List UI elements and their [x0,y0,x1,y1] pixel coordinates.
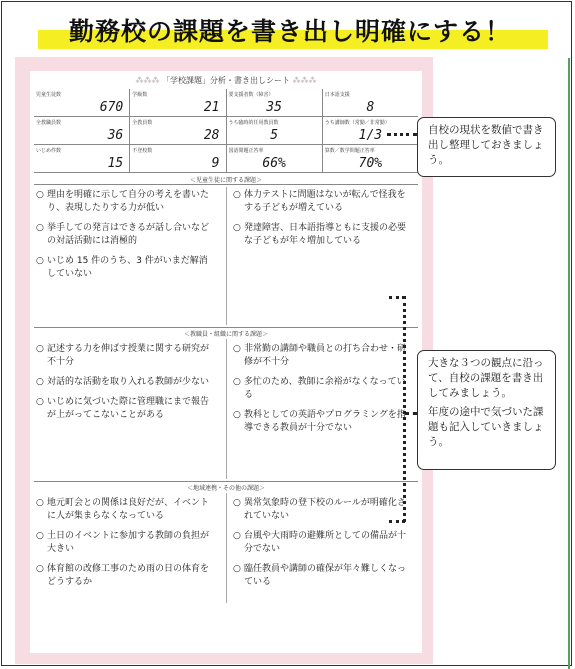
community-left-column [36,497,216,596]
stat-value: 8 [366,100,375,115]
community-right-column [233,497,413,596]
list-item: ○ 異常気象時の登下校のルールが明確化されていない [233,498,406,521]
section-header-students: ＜児童生徒に関する課題＞ [189,177,262,184]
list-item: ○ 教科としての英語やプログラミングを指導できる教員が十分でない [233,410,406,433]
left-laurel-icon: ⁂⁂⁂ [135,76,162,85]
top-callout-connector [387,133,417,136]
stat-cell-lecturers [322,117,418,144]
stat-cell-all-staff [34,117,129,144]
stat-cell-all-teachers [129,117,225,144]
stat-cell-math-rate [322,145,418,172]
stat-value: 670 [99,100,124,115]
stat-label: 全教職員数 [36,120,62,126]
stat-label: うち講師数（常勤／非常勤） [324,120,390,126]
stat-cell-special-support [226,89,322,116]
stat-value: 36 [107,128,124,143]
headline-block [30,10,550,52]
stat-label: うち臨時的任用教員数 [228,120,279,126]
stats-row [34,117,418,145]
bracket-line [403,296,406,522]
stats-row [34,89,418,117]
stat-label: 算数／数学問題正答率 [324,148,375,154]
list-item: ○ 体力テストに問題はないが転んで怪我をする子どもが増えている [233,190,406,213]
stat-label: 日本語支援 [324,92,350,98]
stat-label: 全教員数 [132,120,153,126]
stat-label: 不登校数 [132,148,153,154]
stat-cell-classes [129,89,225,116]
page-headline: 勤務校の課題を書き出し明確にする！ [68,17,511,46]
column-divider [226,187,227,325]
side-accent-line [568,58,570,669]
list-item: ○ いじめに気づいた際に管理職にまで報告が上がってこないことがある [36,397,210,420]
stat-cell-temporary-teachers [226,117,322,144]
stat-value: 35 [266,100,282,115]
list-item: ○ 体育館の改修工事のため雨の日の体育をどうするか [36,564,210,587]
right-laurel-icon: ⁂⁂⁂ [290,76,317,85]
stat-value: 70% [358,156,383,171]
list-item: ○ 多忙のため、教師に余裕がなくなっている [233,377,406,400]
stat-value: 28 [203,128,220,143]
list-item: ○ 理由を明確に示して自分の考えを書いたり、表現したりする力が低い [36,190,210,213]
stat-label: 学級数 [132,92,148,98]
stat-value: 9 [211,156,220,171]
list-item: ○ 土日のイベントに参加する教師の負担が大きい [36,531,210,554]
column-divider [226,339,227,479]
bracket-bottom-tick [389,520,405,523]
students-left-column [36,189,216,288]
list-item: ○ 発達障害、日本語指導ともに支援の必要な子どもが年々増加している [233,223,407,246]
list-item: ○ 非常勤の講師や職員との打ち合わせ・研修が不十分 [233,344,407,367]
section-rule [34,184,418,185]
list-item: ○ 台風や大雨時の避難所としての備品が十分でない [233,531,407,554]
right-callout [417,350,556,470]
stat-cell-students [34,89,129,116]
column-divider [226,493,227,603]
stat-label: いじめ件数 [36,148,62,154]
section-header-community: ＜地域連携・その他の課題＞ [186,485,265,492]
stat-value: 21 [203,100,220,115]
stat-cell-bullying [34,145,129,172]
list-item: ○ いじめ 15 件のうち、3 件がいまだ解消していない [36,256,208,279]
sheet-paper [30,71,422,653]
staff-right-column [233,343,413,442]
stat-cell-japanese-rate [226,145,322,172]
stat-label: 児童生徒数 [36,92,62,98]
stat-label: 要支援者数（障害） [228,92,274,98]
students-right-column [233,189,413,255]
staff-left-column [36,343,216,429]
stat-cell-absence [129,145,225,172]
stats-row [34,145,418,173]
stats-table [34,89,418,173]
stat-cell-japanese-support [322,89,418,116]
list-item: ○ 挙手しての発言はできるが話し合いなどの対話活動には消極的 [36,223,210,246]
list-item: ○ 臨任教員や講師の確保が年々難しくなっている [233,564,407,587]
stat-value: 15 [107,156,124,171]
top-callout [417,117,556,177]
analysis-sheet [15,57,433,664]
list-item: ○ 地元町会との関係は良好だが、イベントに人が集まらなくなっている [36,498,210,521]
stat-value: 66% [262,156,286,171]
right-callout-connector [405,412,417,415]
top-callout-text: 自校の現状を数値で書き出し整理しておきましょう。 [428,124,544,166]
sheet-title-text: 「学校課題」分析・書き出しシート [162,76,290,85]
section-rule [34,481,418,482]
list-item: ○ 記述する力を伸ばす授業に関する研究が不十分 [36,344,210,367]
stat-value: 1/3 [358,128,383,143]
sheet-title [30,75,422,86]
right-callout-text-2: 年度の途中で気づいた課題も記入していきましょう。 [428,406,544,448]
section-rule [34,327,418,328]
section-header-staff: ＜教職員・組織に関する課題＞ [183,331,268,338]
right-callout-text-1: 大きな３つの観点に沿って、自校の課題を書き出してみましょう。 [428,357,544,399]
stat-value: 5 [270,128,279,143]
list-item: ○ 対話的な活動を取り入れる教師が少ない [36,377,210,387]
stat-label: 国語問題正答率 [228,148,264,154]
